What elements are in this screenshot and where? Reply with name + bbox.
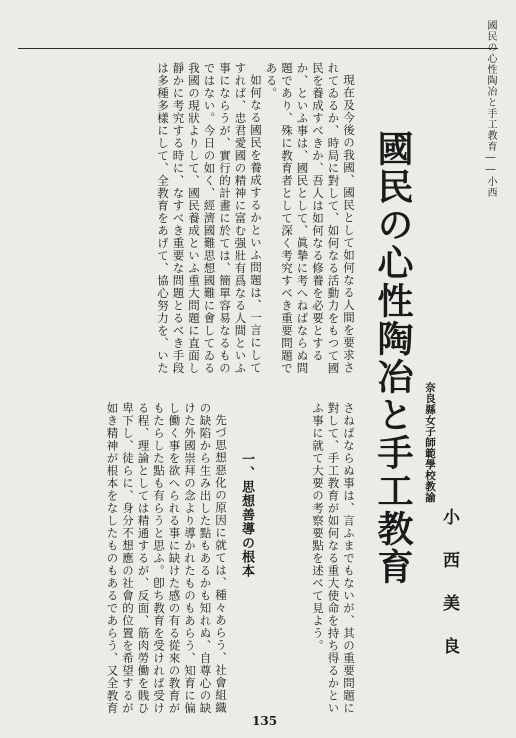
text-line: 先づ思想惡化の原因に就ては、種々あらう、社會組織 — [214, 413, 228, 714]
intro-text-block — [16, 62, 356, 375]
text-line: は多種多樣にして、全教育をあげて、協心努力を、いた — [156, 62, 170, 375]
header-rule — [18, 48, 498, 49]
text-line: ふ事に就て大要の考察要點を述べて見よう。 — [311, 402, 325, 652]
text-line: 民を養成すべきか、吾人は如何なる修養を必要とする — [311, 62, 325, 362]
text-line: けた外國崇拜の念より導かれたものもあらう、知育に偏 — [183, 402, 197, 715]
author-affiliation: 奈良縣女子師範學校教諭 — [424, 382, 436, 503]
text-line: の缺陷から生み出した點もあるかも知れぬ、自尊心の缺 — [198, 402, 213, 715]
text-line: 如何なる國民を養成するかといふ問題は、一言にして — [249, 73, 263, 374]
text-line: し働く事を欲へられる事に缺けた感の有る從來の教育が — [167, 402, 182, 715]
text-line: 靜かに考究する時に、なすべき重要な問題とるべき手段 — [171, 62, 186, 375]
text-line: 對して、手工教育が如何なる重大使命を持ち得るかとい — [326, 402, 341, 715]
text-line: ある。 — [264, 62, 279, 100]
text-line: すれば、忠君愛國の精神に富む强壯有爲なる人間といふ — [233, 62, 248, 375]
text-line: る程、理論としては精通するが、反面、筋肉勞働を賎ひ — [136, 402, 151, 715]
text-line: 現在及今後の我國、國民として如何なる人間を要求さ — [342, 73, 356, 374]
section-heading: 一、思想善導の根本 — [239, 452, 254, 578]
text-line: れてゐるか、時局に對して、如何なる活動力をもつて國 — [326, 62, 341, 375]
text-line: ではない。今日の如く、經濟國難思想國難に會してゐる — [202, 62, 217, 375]
text-line: 卑下し、徒らに、身分不想應の社會的位置を希望するが — [121, 402, 135, 715]
text-line: もたらした點も有らうと思ふ。卽ち教育を受ければ受け — [152, 402, 166, 715]
text-line: さねばならぬ事は、言ふまでもないが、其の重要問題に — [342, 402, 356, 715]
section-body-text — [18, 402, 228, 715]
page-number: 135 — [252, 714, 278, 728]
text-line: 題であり、殊に教育者として深く考究すべき重要問題で — [280, 62, 294, 375]
text-line: 如き精神が根本をなしたものもあるであらう、又全教育 — [105, 402, 120, 715]
running-header: 國民の心性陶冶と手工教育――小西 — [485, 20, 496, 198]
text-line: か、といふ事は、國民として、眞摯に考へねばならぬ問 — [295, 62, 310, 375]
article-title: 國民の心性陶冶と手工教育 — [372, 130, 413, 586]
author-name: 小西美良 — [439, 508, 459, 680]
text-line: 事にならうが、實行的計畫に於ては、簡單容易なるもの — [218, 62, 232, 375]
text-line: 我國の現狀よりして、國民養成といふ重大問題に直面し — [187, 62, 201, 375]
continuation-text-block — [271, 402, 356, 715]
